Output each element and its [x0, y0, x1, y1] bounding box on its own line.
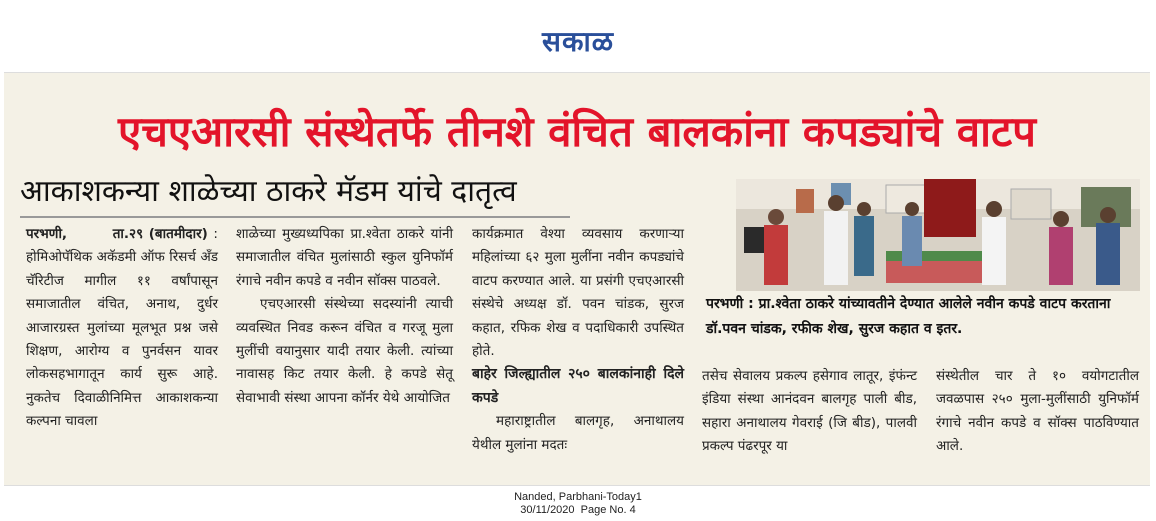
article-column-5: [936, 365, 1139, 459]
news-clipping: [4, 72, 1150, 486]
page-footer: [0, 491, 1156, 517]
article-column-4: [702, 365, 917, 459]
column-3-para-2: महाराष्ट्रातील बालगृह, अनाथालय येथील मुलांना मदतः: [472, 413, 684, 453]
photo-illustration: [736, 179, 1140, 291]
article-column-2: [236, 223, 453, 410]
column-1-text: : होमिओपॅथिक अकॅडमी ऑफ रिसर्च अँड चॅरिटीज मागील ११ वर्षांपासून समाजातील वंचित, अनाथ, दुर्धर आजारग्रस्त मुलांच्या मूलभूत प्रश्न जसे शिक्षण, आरोग्य व पुनर्वसन यावर लोकसहभागातून कार्य सुरू आहे. नुकतेच दिवाळीनिमित्त आकाशकन्या कल्पना चावला: [26, 226, 218, 430]
article-column-3: [472, 223, 684, 457]
subheadline: आकाशकन्या शाळेच्या ठाकरे मॅडम यांचे दातृत्व: [20, 174, 517, 209]
column-2-para-1: शाळेच्या मुख्यध्यपिका प्रा.श्वेता ठाकरे यांनी समाजातील वंचित मुलांसाठी स्कुल युनिफॉर्म रंगाचे नवीन कपडे व नवीन सॉक्स पाठवले.: [236, 226, 453, 289]
column-2-para-2: एचएआरसी संस्थेच्या सदस्यांनी त्याची व्यवस्थित निवड करून वंचित व गरजू मुला मुलींची वयानुसार यादी तयार केली. त्यांच्या नावासह किट तयार केली. हे कपडे सेतू सेवाभावी संस्था आपना कॉर्नर येथे आयोजित: [236, 296, 453, 406]
footer-date-page: 30/11/2020 Page No. 4: [520, 504, 636, 516]
news-photo: [736, 179, 1140, 291]
footer-edition: Nanded, Parbhani-Today1: [514, 491, 642, 503]
column-4-text: तसेच सेवालय प्रकल्प हसेगाव लातूर, इंफंन्ट इंडिया संस्था आनंदवन बालगृह पाली बीड, सहारा अनाथालय गेवराई (जि बीड), पालवी प्रकल्प पंढरपूर या: [702, 368, 917, 455]
article-column-1: [26, 223, 218, 434]
column-5-text: संस्थेतील चार ते १० वयोगटातील जवळपास २५० मुला-मुलींसाठी युनिफॉर्म रंगाचे नवीन कपडे व सॉक्स पाठविण्यात आले.: [936, 368, 1139, 455]
subheadline-rule: [20, 216, 570, 218]
headline: एचएआरसी संस्थेतर्फे तीनशे वंचित बालकांना कपड्यांचे वाटप: [117, 107, 1037, 156]
column-3-subheading: बाहेर जिल्ह्यातील २५० बालकांनाही दिले कपडे: [472, 366, 684, 406]
photo-caption: परभणी : प्रा.श्वेता ठाकरे यांच्यावतीने देण्यात आलेले नवीन कपडे वाटप करताना डॉ.पवन चांडक, रफीक शेख, सुरज कहात व इतर.: [706, 296, 1111, 337]
dateline-date: ता.२९: [112, 226, 144, 242]
column-3-para-1: कार्यक्रमात वेश्या व्यवसाय करणाऱ्या महिलांच्या ६२ मुला मुलींना नवीन कपड्यांचे वाटप करण्यात आले. या प्रसंगी एचएआरसी संस्थेचे अध्यक्ष डॉ. पवन चांडक, सुरज कहात, रफिक शेख व पदाधिकारी उपस्थित होते.: [472, 226, 684, 360]
masthead-logo: सकाळ: [542, 25, 614, 58]
dateline-source: (बातमीदार): [148, 226, 208, 242]
dateline-place: परभणी,: [26, 226, 68, 242]
